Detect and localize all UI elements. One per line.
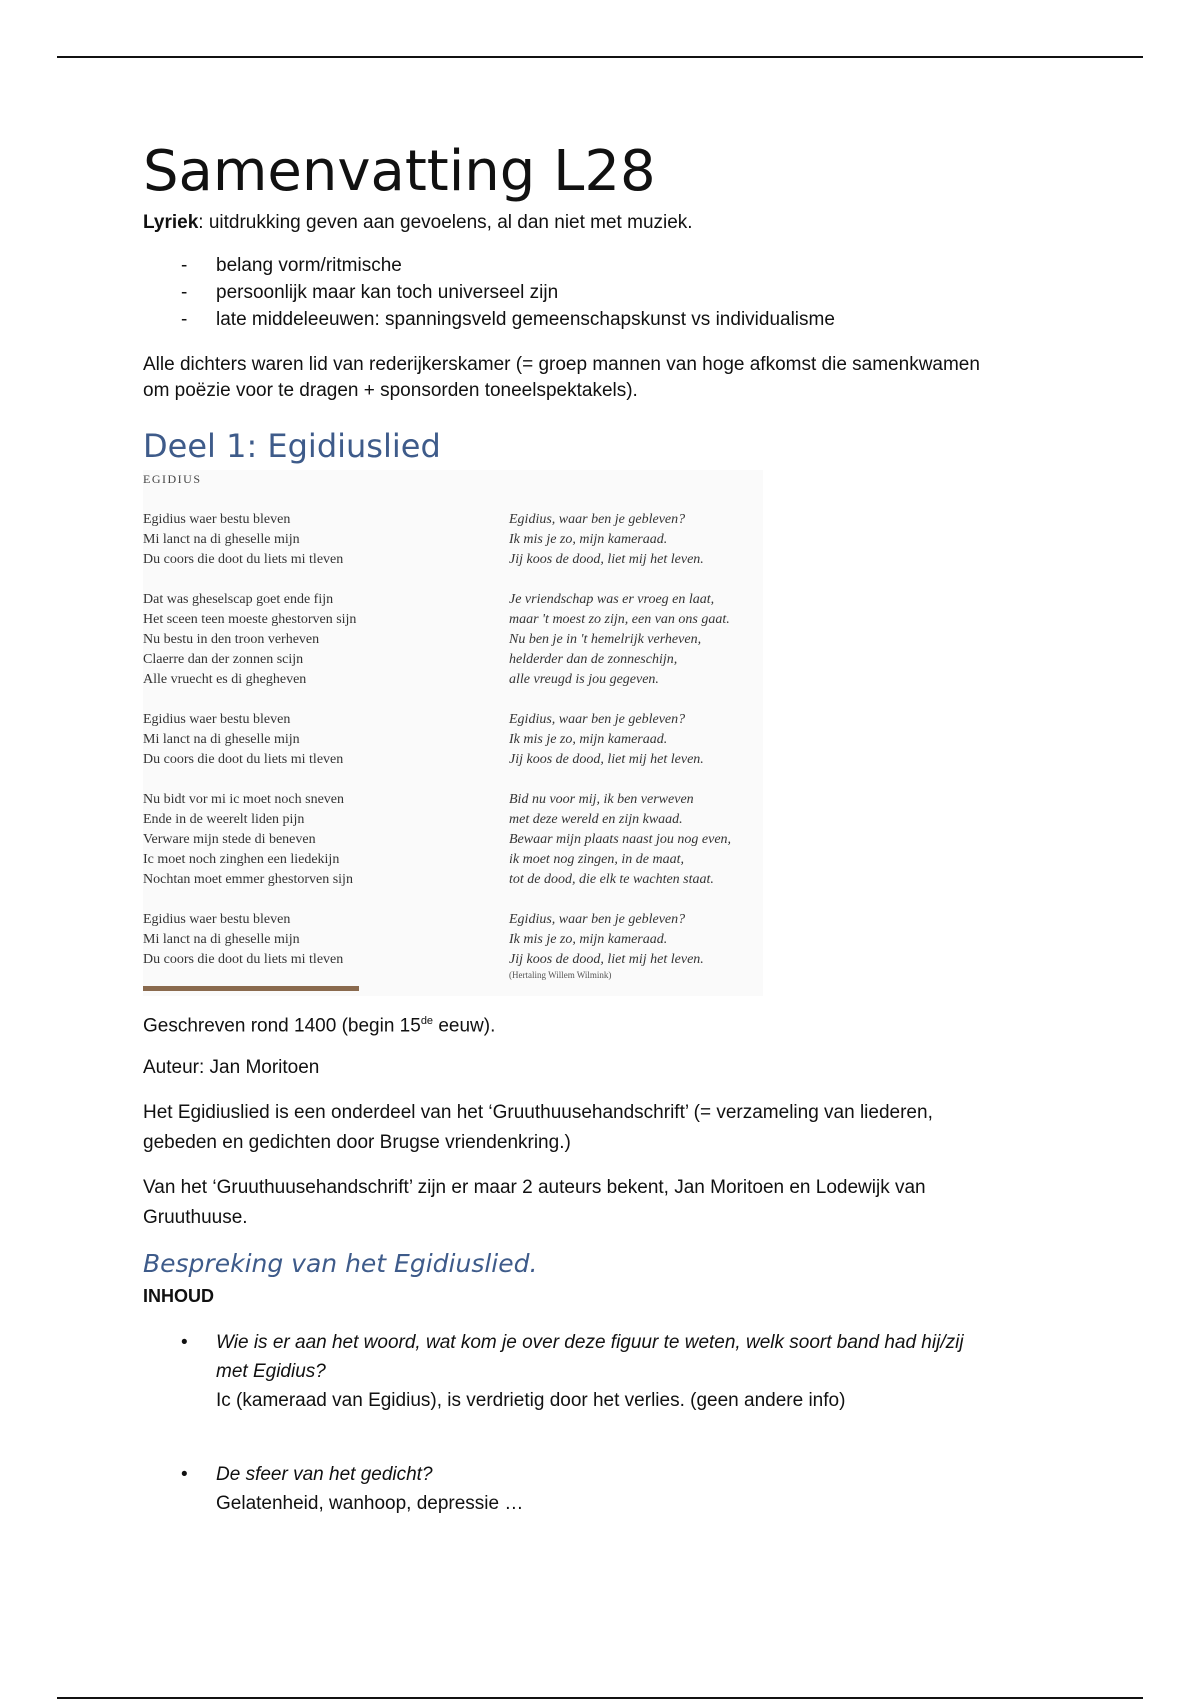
header-rule — [57, 56, 1143, 58]
list-item: - persoonlijk maar kan toch universeel zijn — [181, 282, 559, 303]
authors-paragraph: Van het ‘Gruuthuusehandschrift’ zijn er maar 2 auteurs bekent, Jan Moritoen en Lodewijk van Gruuthuuse. — [143, 1177, 926, 1228]
poem-stanza — [143, 510, 483, 570]
poem-line: maar 't moest zo zijn, een van ons gaat. — [509, 612, 730, 627]
poem-line: Dat was gheselscap goet ende fijn — [143, 592, 334, 607]
poem-line: Egidius waer bestu bleven — [143, 712, 291, 727]
poem-line: Jij koos de dood, liet mij het leven. — [509, 552, 704, 567]
decorative-bar — [143, 986, 359, 991]
poem-line: Ik mis je zo, mijn kameraad. — [509, 532, 668, 547]
poem-line: Mi lanct na di gheselle mijn — [143, 732, 300, 747]
poem-line: helderder dan de zonneschijn, — [509, 652, 678, 667]
bullet-icon: • — [181, 1464, 188, 1485]
author-line: Auteur: Jan Moritoen — [143, 1057, 320, 1078]
poem-line: Bid nu voor mij, ik ben verweven — [509, 792, 694, 807]
poem-original-column — [143, 510, 483, 990]
poem-line: Claerre dan der zonnen scijn — [143, 652, 304, 667]
list-item: - belang vorm/ritmische — [181, 255, 402, 276]
poem-stanza — [509, 510, 763, 570]
poem-line: alle vreugd is jou gegeven. — [509, 672, 659, 687]
subheading-inhoud: INHOUD — [143, 1286, 214, 1306]
poem-image — [143, 470, 763, 996]
written-date: Geschreven rond 1400 (begin 15de eeuw). — [143, 1015, 496, 1037]
list-item: - late middeleeuwen: spanningsveld gemeenschapskunst vs individualisme — [181, 309, 835, 330]
poem-line: Ende in de weerelt liden pijn — [143, 812, 305, 827]
poem-stanza — [143, 790, 483, 890]
poem-stanza — [143, 710, 483, 770]
poem-credit: (Hertaling Willem Wilmink) — [509, 970, 612, 980]
poem-line: Ik mis je zo, mijn kameraad. — [509, 932, 668, 947]
document-title: Samenvatting L28 — [143, 139, 656, 204]
poem-line: Du coors die doot du liets mi tleven — [143, 752, 344, 767]
bullet-icon: • — [181, 1332, 188, 1353]
poem-line: Du coors die doot du liets mi tleven — [143, 952, 344, 967]
poem-line: Egidius, waar ben je gebleven? — [509, 912, 686, 927]
poem-stanza — [509, 710, 763, 770]
poem-line: Du coors die doot du liets mi tleven — [143, 552, 344, 567]
poem-line: Nu bestu in den troon verheven — [143, 632, 320, 647]
lyriek-features-list — [143, 252, 835, 333]
poem-line: Mi lanct na di gheselle mijn — [143, 932, 300, 947]
poem-line: Egidius, waar ben je gebleven? — [509, 712, 686, 727]
poem-line: Mi lanct na di gheselle mijn — [143, 532, 300, 547]
poem-stanza — [143, 910, 483, 970]
poem-stanza — [509, 790, 763, 890]
lyriek-definition-text: : uitdrukking geven aan gevoelens, al dan niet met muziek. — [198, 212, 693, 233]
discussion-list — [143, 1328, 1063, 1548]
poem-line: Nu bidt vor mi ic moet noch sneven — [143, 792, 345, 807]
poem-line: Alle vruecht es di ghegheven — [143, 672, 307, 687]
poem-line: Egidius waer bestu bleven — [143, 512, 291, 527]
poem-line: Egidius, waar ben je gebleven? — [509, 512, 686, 527]
poem-line: tot de dood, die elk te wachten staat. — [509, 872, 714, 887]
poem-stanza — [509, 590, 763, 690]
section-heading-bespreking: Bespreking van het Egidiuslied. — [143, 1249, 538, 1278]
poem-line: Jij koos de dood, liet mij het leven. — [509, 952, 704, 967]
poem-stanza — [509, 910, 763, 970]
footer-rule — [57, 1697, 1143, 1699]
poem-line: Ic moet noch zinghen een liedekijn — [143, 852, 340, 867]
poem-line: ik moet nog zingen, in de maat, — [509, 852, 684, 867]
poem-line: Nu ben je in 't hemelrijk verheven, — [509, 632, 702, 647]
poem-line: Je vriendschap was er vroeg en laat, — [509, 592, 715, 607]
poem-line: Bewaar mijn plaats naast jou nog even, — [509, 832, 732, 847]
poem-translation-column — [509, 510, 763, 990]
section-heading-egidiuslied: Deel 1: Egidiuslied — [143, 427, 441, 465]
poem-line: Egidius waer bestu bleven — [143, 912, 291, 927]
poem-line: Het sceen teen moeste ghestorven sijn — [143, 612, 357, 627]
poem-stanza — [143, 590, 483, 690]
handschrift-paragraph: Het Egidiuslied is een onderdeel van het ‘Gruuthuusehandschrift’ (= verzameling van liederen, gebeden en gedichten door Brugse vriendenkring.) — [143, 1102, 933, 1153]
list-item: • De sfeer van het gedicht? Gelatenheid, wanhoop, depressie … — [143, 1460, 1063, 1518]
poem-line: Verware mijn stede di beneven — [143, 832, 316, 847]
rederijkers-paragraph: Alle dichters waren lid van rederijkerskamer (= groep mannen van hoge afkomst die samenkwamen om poëzie voor te dragen + sponsorden toneelspektakels). — [143, 354, 980, 401]
lyriek-term: Lyriek — [143, 212, 199, 233]
poem-line: Jij koos de dood, liet mij het leven. — [509, 752, 704, 767]
poem-line: Ik mis je zo, mijn kameraad. — [509, 732, 668, 747]
poem-header: EGIDIUS — [143, 472, 202, 486]
lyriek-definition — [143, 210, 693, 236]
list-item: • Wie is er aan het woord, wat kom je over deze figuur te weten, welk soort band had hij/zij met Egidius? Ic (kameraad van Egidius), is verdrietig door het verlies. (geen andere info) — [143, 1328, 1063, 1415]
poem-line: met deze wereld en zijn kwaad. — [509, 812, 683, 827]
poem-line: Nochtan moet emmer ghestorven sijn — [143, 872, 353, 887]
